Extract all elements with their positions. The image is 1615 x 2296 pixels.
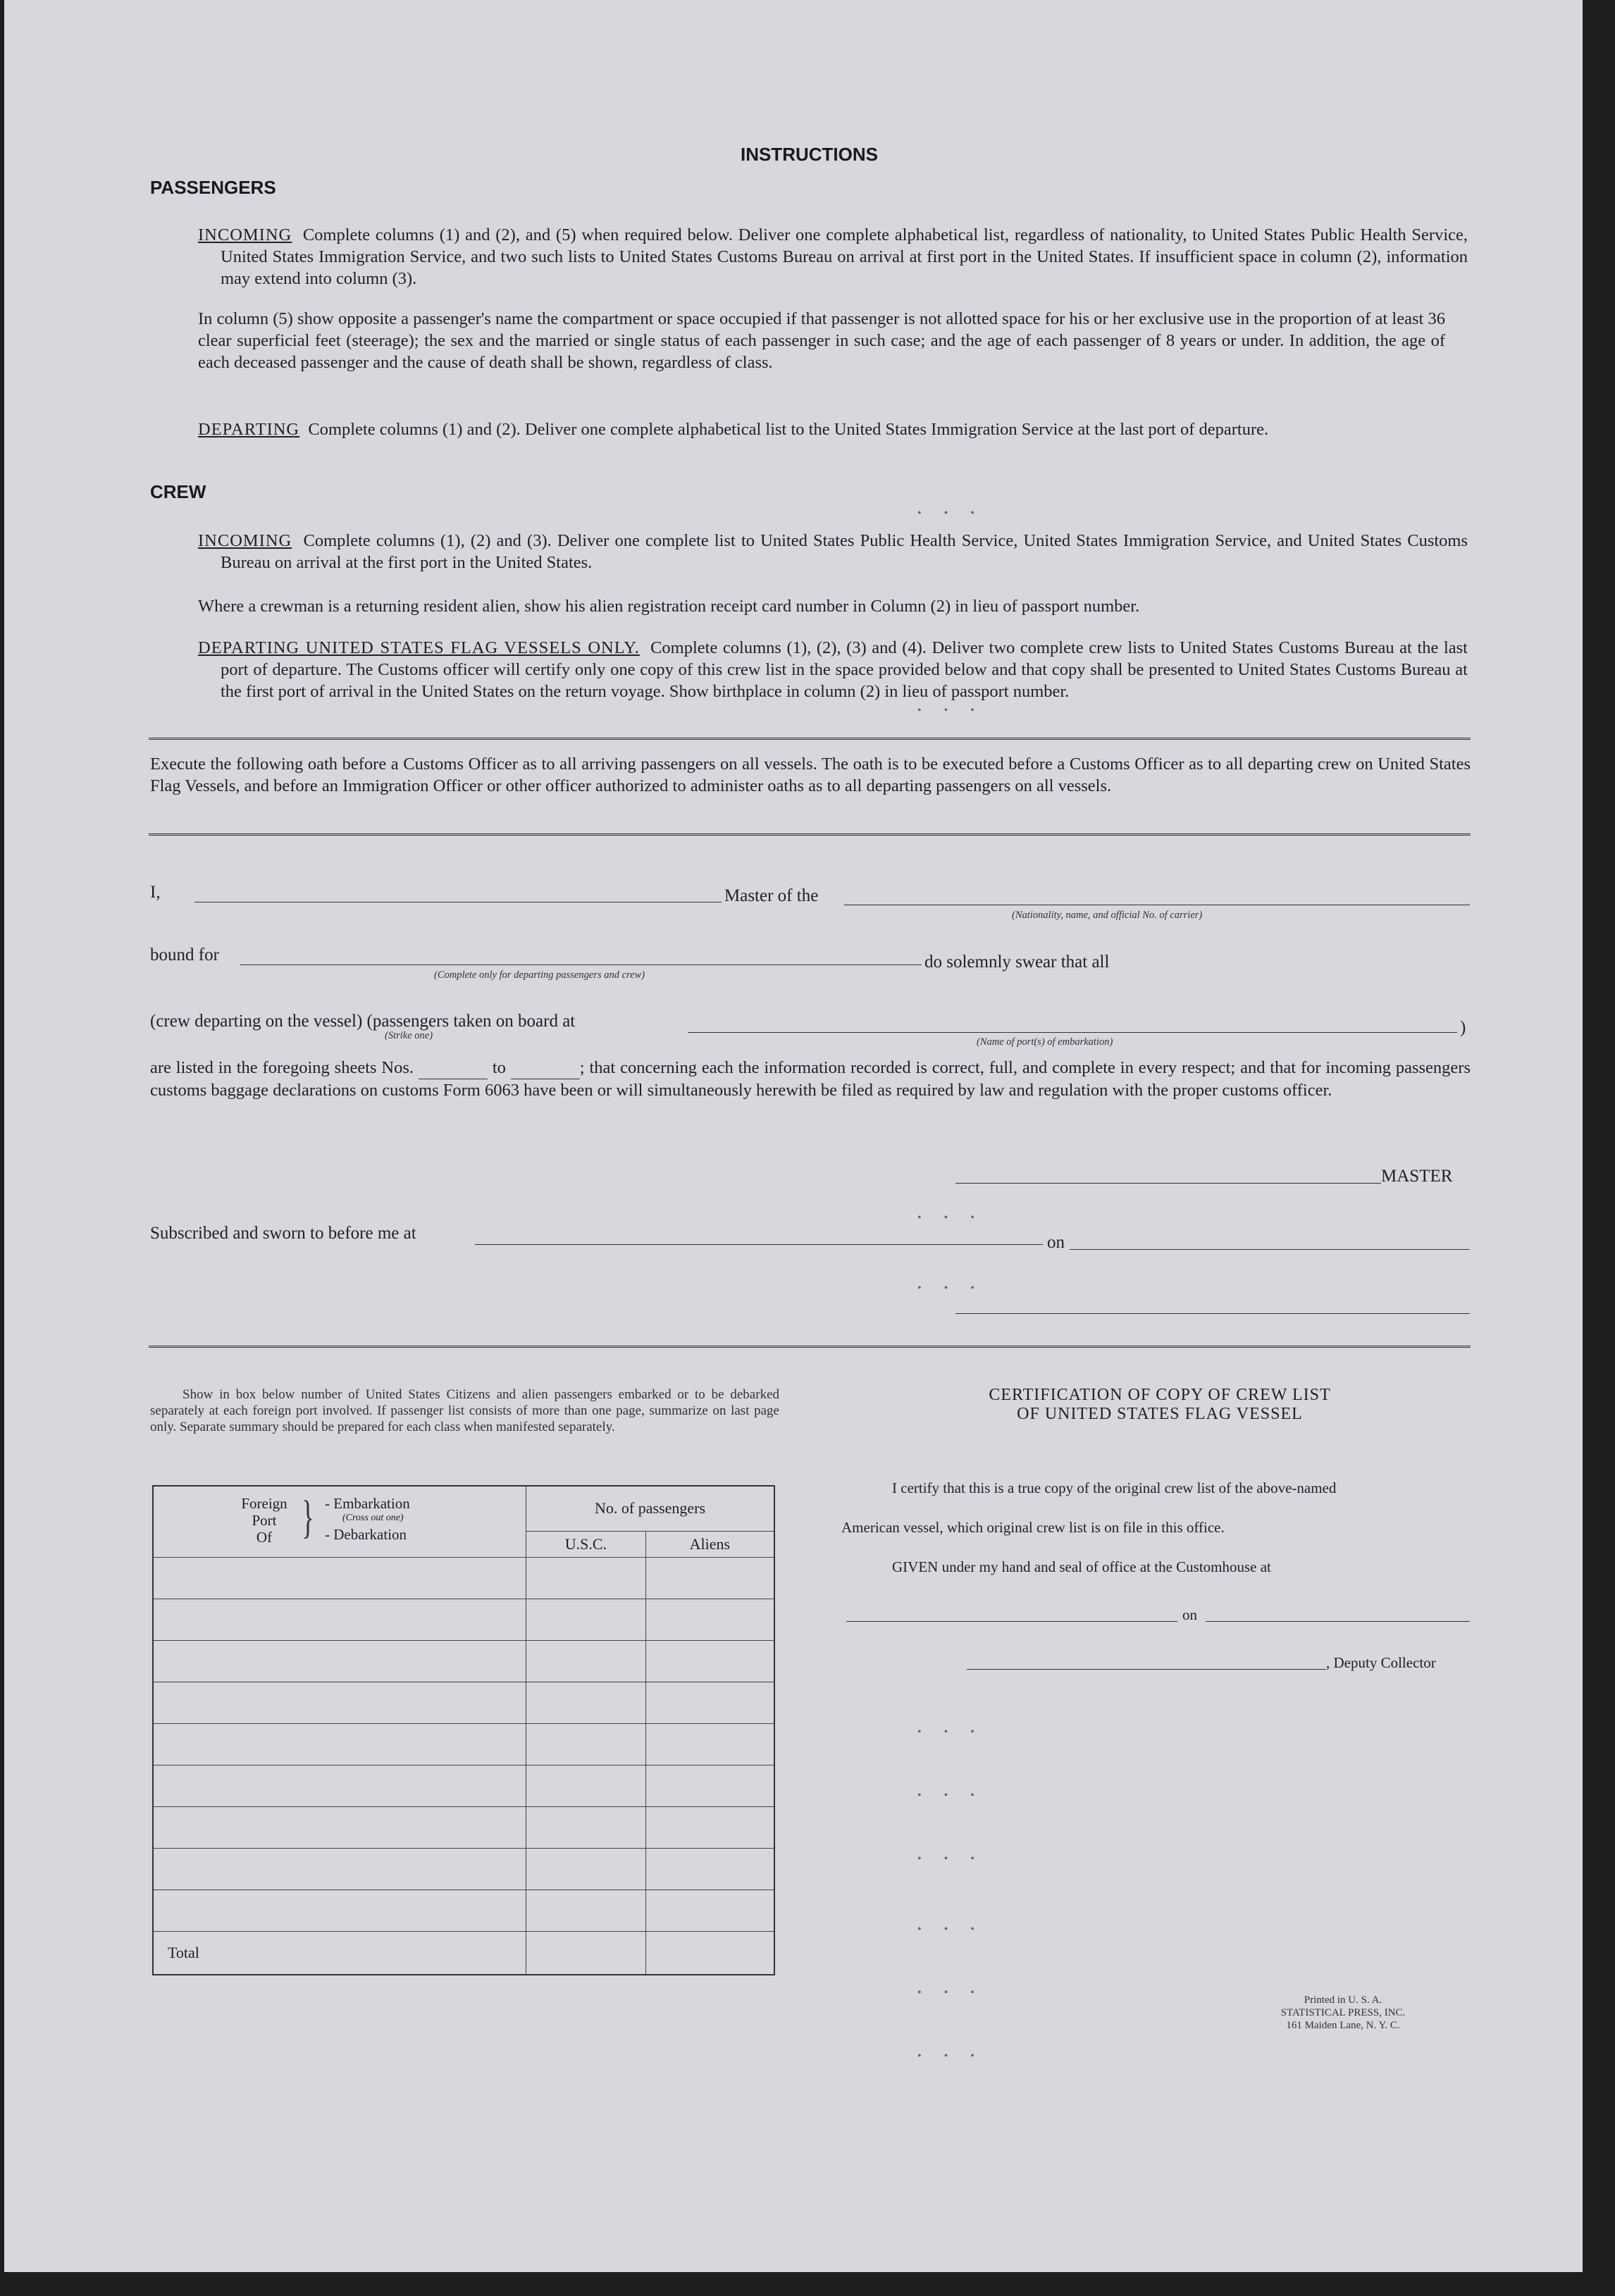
certification-title-line1: CERTIFICATION OF COPY OF CREW LIST bbox=[989, 1386, 1331, 1404]
printer-line3: 161 Maiden Lane, N. Y. C. bbox=[1286, 2020, 1400, 2031]
deputy-collector-label: , Deputy Collector bbox=[1326, 1654, 1436, 1671]
crew-departing-label: (crew departing on the vessel) (passengers taken on board at bbox=[150, 1012, 576, 1031]
bleed-through-dots: • • • bbox=[917, 1282, 984, 1294]
column5-instruction: In column (5) show opposite a passenger's name the compartment or space occupied if that passenger is not allotted space for his or her exclusive use in the proportion of at least 36 clear superficial feet (steerage); the sex and the married or single status of each passenger in such case; and the age of each passenger of 8 years or under. In addition, the age of each deceased passenger and the cause of death shall be shown, regardless of class. bbox=[198, 309, 1445, 372]
page-title: INSTRUCTIONS bbox=[741, 144, 878, 165]
aliens-cell[interactable] bbox=[645, 1641, 774, 1682]
certification-text1: I certify that this is a true copy of the original crew list of the above-named bbox=[892, 1479, 1337, 1496]
table-row bbox=[153, 1890, 774, 1932]
usc-cell[interactable] bbox=[526, 1641, 646, 1682]
master-signature-field[interactable] bbox=[955, 1183, 1381, 1184]
usc-cell[interactable] bbox=[526, 1807, 646, 1849]
divider bbox=[149, 833, 1471, 838]
table-row bbox=[153, 1849, 774, 1890]
bleed-through-dots: • • • bbox=[917, 1789, 984, 1801]
bleed-through-dots: • • • bbox=[917, 705, 984, 716]
port-cell[interactable] bbox=[153, 1807, 526, 1849]
customhouse-field[interactable] bbox=[846, 1621, 1177, 1622]
listed-to-text: to bbox=[492, 1058, 506, 1077]
oath-intro: Execute the following oath before a Customs Officer as to all arriving passengers on all vessels. The oath is to be executed before a Customs Officer as to all departing crew on United States Flag Vessels, and before an Immigration Officer or other officer authorized to administer oaths as to all departing passengers on all vessels. bbox=[150, 755, 1471, 795]
incoming-text: Complete columns (1) and (2), and (5) when required below. Deliver one complete alphabetical list, regardless of nationality, to United States Public Health Service, United States Immigration Service, and two such lists to United States Customs Bureau on arrival at first port in the United States. If insufficient space in column (2), information may extend into column (3). bbox=[221, 225, 1468, 288]
embarkation-label: - Embarkation bbox=[325, 1495, 410, 1512]
usc-cell[interactable] bbox=[526, 1724, 646, 1766]
crew-heading: CREW bbox=[150, 481, 206, 502]
bleed-through-dots: • • • bbox=[917, 1853, 984, 1865]
returning-alien-instruction: Where a crewman is a returning resident alien, show his alien registration receipt card number in Column (2) in lieu of passport number. bbox=[198, 597, 1140, 616]
certification-on-label: on bbox=[1182, 1606, 1197, 1623]
sheet-from-field[interactable] bbox=[419, 1057, 488, 1079]
passenger-summary-table bbox=[152, 1485, 775, 1975]
total-row bbox=[153, 1932, 774, 1975]
subscribed-date-field[interactable] bbox=[1070, 1249, 1470, 1250]
bound-for-label: bound for bbox=[150, 945, 219, 964]
listed-a-text: are listed in the foregoing sheets Nos. bbox=[150, 1058, 414, 1077]
usc-cell[interactable] bbox=[526, 1599, 646, 1641]
bleed-through-dots: • • • bbox=[917, 1923, 984, 1935]
embarkation-ports-field[interactable] bbox=[688, 1032, 1457, 1033]
divider bbox=[149, 1346, 1471, 1350]
aliens-cell[interactable] bbox=[645, 1558, 774, 1599]
printer-imprint bbox=[1230, 1994, 1456, 2032]
port-cell[interactable] bbox=[153, 1849, 526, 1890]
port-text: Port bbox=[252, 1512, 277, 1529]
table-row bbox=[153, 1682, 774, 1724]
usc-cell[interactable] bbox=[526, 1890, 646, 1932]
no-of-passengers-header: No. of passengers bbox=[526, 1486, 774, 1531]
table-row bbox=[153, 1641, 774, 1682]
aliens-cell[interactable] bbox=[645, 1682, 774, 1724]
passengers-heading: PASSENGERS bbox=[150, 177, 276, 198]
aliens-cell[interactable] bbox=[645, 1766, 774, 1807]
subscribed-place-field[interactable] bbox=[475, 1244, 1043, 1245]
bound-caption: (Complete only for departing passengers and crew) bbox=[434, 969, 645, 981]
bleed-through-dots: • • • bbox=[917, 1212, 984, 1224]
brace-icon: } bbox=[302, 1491, 314, 1543]
incoming-label: INCOMING bbox=[198, 225, 292, 244]
crew-incoming-label: INCOMING bbox=[198, 531, 292, 550]
certification-title-line2: OF UNITED STATES FLAG VESSEL bbox=[1017, 1405, 1303, 1423]
swear-label: do solemnly swear that all bbox=[924, 952, 1110, 972]
aliens-cell[interactable] bbox=[645, 1849, 774, 1890]
aliens-cell[interactable] bbox=[645, 1890, 774, 1932]
aliens-cell[interactable] bbox=[645, 1807, 774, 1849]
port-cell[interactable] bbox=[153, 1724, 526, 1766]
total-label: Total bbox=[153, 1932, 526, 1975]
crew-departing-instruction bbox=[198, 637, 1468, 702]
departing-text: Complete columns (1) and (2). Deliver one complete alphabetical list to the United States Immigration Service at the last port of departure. bbox=[308, 420, 1269, 439]
bleed-through-dots: • • • bbox=[917, 507, 984, 519]
listed-b-text: ; that concerning each the information recorded is correct, full, and complete in every respect; and that for incoming passengers customs baggage declarations on customs Form 6063 have been or will simultaneously herewith be filed as required by law and regulation with the proper customs officer. bbox=[150, 1058, 1471, 1100]
subscribed-label: Subscribed and sworn to before me at bbox=[150, 1224, 416, 1243]
usc-header: U.S.C. bbox=[526, 1531, 646, 1557]
port-cell[interactable] bbox=[153, 1599, 526, 1641]
crew-departing-label: DEPARTING UNITED STATES FLAG VESSELS ONLY. bbox=[198, 638, 640, 657]
port-cell[interactable] bbox=[153, 1766, 526, 1807]
total-usc-cell[interactable] bbox=[526, 1932, 646, 1975]
departing-label: DEPARTING bbox=[198, 420, 300, 439]
foreign-port-of bbox=[233, 1495, 296, 1546]
table-row bbox=[153, 1766, 774, 1807]
carrier-caption: (Nationality, name, and official No. of carrier) bbox=[1012, 910, 1203, 921]
officer-signature-field[interactable] bbox=[955, 1313, 1470, 1314]
table-row bbox=[153, 1558, 774, 1599]
usc-cell[interactable] bbox=[526, 1558, 646, 1599]
port-header-cell bbox=[153, 1486, 526, 1558]
bleed-through-dots: • • • bbox=[917, 1987, 984, 1999]
usc-cell[interactable] bbox=[526, 1682, 646, 1724]
table-row bbox=[153, 1807, 774, 1849]
subscribed-on-label: on bbox=[1047, 1233, 1065, 1252]
aliens-header: Aliens bbox=[645, 1531, 774, 1557]
foreign-text: Foreign bbox=[241, 1495, 287, 1512]
port-cell[interactable] bbox=[153, 1890, 526, 1932]
ports-caption: (Name of port(s) of embarkation) bbox=[977, 1036, 1113, 1048]
close-paren: ) bbox=[1460, 1018, 1466, 1037]
port-cell[interactable] bbox=[153, 1558, 526, 1599]
crew-departing-text: Complete columns (1), (2), (3) and (4). Deliver two complete crew lists to United States Customs Bureau at the last port of departure. The Customs officer will certify only one copy of this crew list in the space provided below and that copy shall be presented to United States Customs Bureau at the first port of arrival in the United States on the return voyage. Show birthplace in column (2) in lieu of passport number. bbox=[221, 638, 1468, 701]
summary-note: Show in box below number of United States Citizens and alien passengers embarked or to be debarked separately at each foreign port involved. If passenger list consists of more than one page, summarize on last page only. Separate summary should be prepared for each class when manifested separately. bbox=[150, 1387, 779, 1434]
master-of-the-label: Master of the bbox=[724, 886, 819, 905]
certification-date-field[interactable] bbox=[1206, 1621, 1470, 1622]
certification-text2: American vessel, which original crew list is on file in this office. bbox=[841, 1519, 1225, 1536]
of-text: Of bbox=[256, 1529, 273, 1546]
crew-incoming-instruction bbox=[198, 530, 1468, 573]
crew-incoming-text: Complete columns (1), (2) and (3). Deliver one complete list to United States Public Health Service, United States Immigration Service, and United States Customs Bureau on arrival at the first port in the United States. bbox=[221, 531, 1468, 572]
table-row bbox=[153, 1724, 774, 1766]
aliens-cell[interactable] bbox=[645, 1724, 774, 1766]
oath-body bbox=[150, 1057, 1471, 1101]
sheet-to-field[interactable] bbox=[511, 1057, 580, 1079]
aliens-cell[interactable] bbox=[645, 1599, 774, 1641]
printer-line2: STATISTICAL PRESS, INC. bbox=[1280, 2007, 1406, 2018]
port-cell[interactable] bbox=[153, 1682, 526, 1724]
usc-cell[interactable] bbox=[526, 1766, 646, 1807]
total-aliens-cell[interactable] bbox=[645, 1932, 774, 1975]
deputy-signature-field[interactable] bbox=[967, 1669, 1326, 1670]
passengers-incoming-instruction bbox=[198, 224, 1468, 290]
master-label: MASTER bbox=[1381, 1167, 1453, 1186]
strike-caption: (Strike one) bbox=[385, 1030, 433, 1041]
port-cell[interactable] bbox=[153, 1641, 526, 1682]
printer-line1: Printed in U. S. A. bbox=[1304, 1994, 1382, 2006]
bleed-through-dots: • • • bbox=[917, 1726, 984, 1738]
usc-cell[interactable] bbox=[526, 1849, 646, 1890]
oath-i-label: I, bbox=[150, 883, 161, 902]
cross-out-caption: (Cross out one) bbox=[342, 1513, 404, 1523]
debarkation-label: - Debarkation bbox=[325, 1526, 407, 1543]
bleed-through-dots: • • • bbox=[917, 2050, 984, 2062]
divider bbox=[149, 738, 1471, 742]
given-text: GIVEN under my hand and seal of office at the Customhouse at bbox=[892, 1558, 1271, 1575]
certification-title bbox=[843, 1386, 1477, 1424]
form-page bbox=[4, 0, 1583, 2272]
bound-for-field[interactable] bbox=[240, 964, 922, 965]
table-row bbox=[153, 1599, 774, 1641]
passengers-departing-instruction bbox=[198, 418, 1468, 440]
